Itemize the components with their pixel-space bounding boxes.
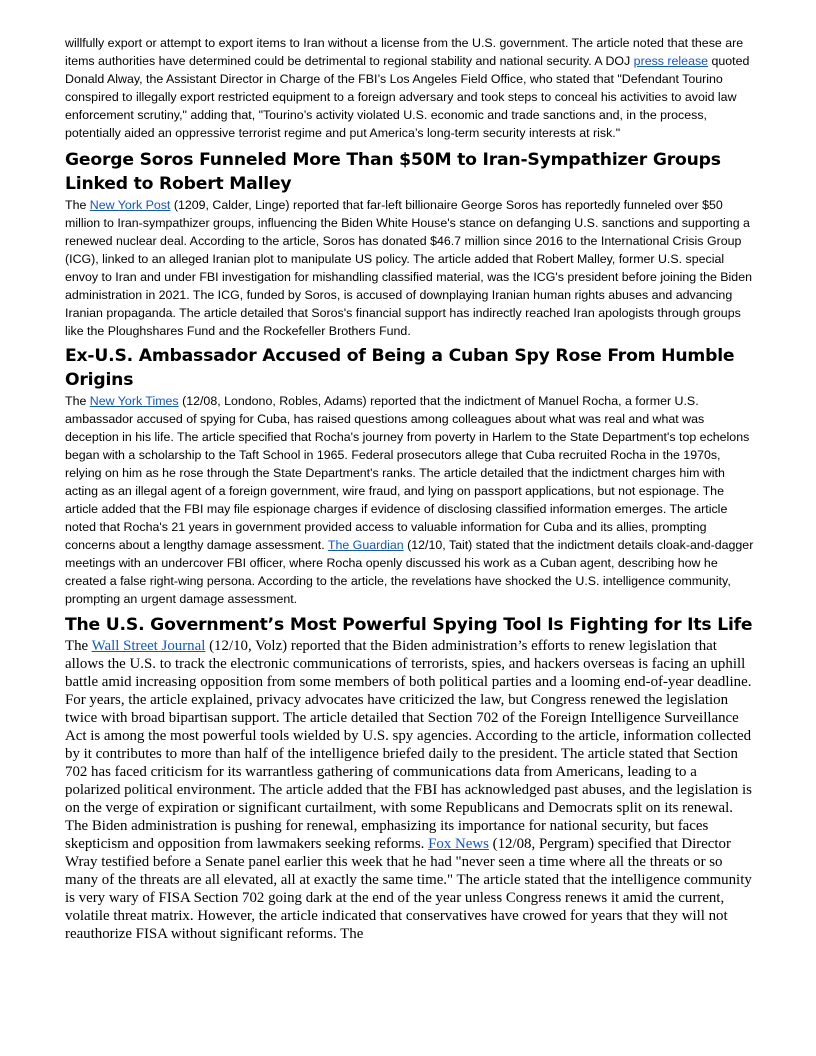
rocha-text-end: (12/10, Tait) stated that the indictment details cloak-and-dagger meetings with an undercover FBI officer, where Rocha openly discussed his work as a Cuban agent, describing how he created a false right-wing persona. According to the article, the revelations have shocked the U.S. intelligence community, prompting an urgent damage assessment. [65,538,754,606]
the-guardian-link[interactable]: The Guardian [327,538,404,552]
soros-text: The [65,198,90,212]
soros-text-cont: (1209, Calder, Linge) reported that far-left billionaire George Soros has reportedly funneled over $50 million to Iran-sympathizer groups, influencing the Biden White House's stance on defanging U.S. sanctions and supporting a renewed nuclear deal. According to the article, Soros has donated $46.7 million since 2016 to the International Crisis Group (ICG), linked to an alleged Iranian plot to manipulate US policy. The article added that Robert Malley, former U.S. special envoy to Iran and under FBI investigation for mishandling classified material, was the ICG's president before joining the Biden administration in 2021. The ICG, funded by Soros, is accused of downplaying Iranian human rights abuses and advancing Iranian propaganda. The article detailed that Soros's financial support has indirectly reached Iran apologists through groups like the Ploughshares Fund and the Rockefeller Brothers Fund. [65,198,752,338]
new-york-times-link[interactable]: New York Times [89,394,179,408]
spying-tool-heading: The U.S. Government’s Most Powerful Spying Tool Is Fighting for Its Life [65,615,753,635]
spy-text-end: (12/08, Pergram) specified that Director Wray testified before a Senate panel earlier this week that he had "never seen a time where all the threats or so many of the threats are all elevated, all at exactly the same time." The article stated that the intelligence community is very wary of FISA Section 702 going dark at the end of the year unless Congress renews it amid the current, volatile threat matrix. However, the article indicated that conservatives have crowed for years that they will not reauthorize FISA without significant reforms. The [65,836,752,942]
spying-tool-paragraph [65,637,755,943]
intro-text: willfully export or attempt to export items to Iran without a license from the U.S. government. The article noted that these are items authorities have determined could be detrimental to regional stability and national security. A DOJ [65,36,744,68]
new-york-post-link[interactable]: New York Post [89,198,171,212]
rocha-text: The [65,394,90,408]
fox-news-link[interactable]: Fox News [428,836,489,852]
spy-text: The [65,638,92,654]
rocha-heading: Ex-U.S. Ambassador Accused of Being a Cuban Spy Rose From Humble Origins [65,346,735,390]
press-release-link[interactable]: press release [633,54,709,68]
intro-paragraph [65,34,755,142]
intro-text-cont: quoted Donald Alway, the Assistant Director in Charge of the FBI’s Los Angeles Field Office, who stated that "Defendant Tourino conspired to illegally export restricted equipment to a foreign adversary and took steps to conceal his activities to avoid law enforcement scrutiny," adding that, "Tourino’s activity violated U.S. economic and trade sanctions and, in the process, potentially aided an oppressive terrorist regime and put America’s long-term security interests at risk." [65,54,750,140]
document-page [65,34,755,943]
rocha-paragraph [65,392,755,608]
soros-paragraph [65,196,755,340]
spy-text-cont: (12/10, Volz) reported that the Biden administration’s efforts to renew legislation that allows the U.S. to track the electronic communications of terrorists, spies, and hackers overseas is facing an uphill battle amid increasing opposition from some members of both political parties and a looming end-of-year deadline. For years, the article explained, privacy advocates have criticized the law, but Congress renewed the legislation twice with broad bipartisan support. The article detailed that Section 702 of the Foreign Intelligence Surveillance Act is among the most powerful tools wielded by U.S. spy agencies. According to the article, information collected by it contributes to more than half of the intelligence briefed daily to the president. The article stated that Section 702 has faced criticism for its warrantless gathering of communications data from Americans, leading to a polarized political environment. The article added that the FBI has acknowledged past abuses, and the legislation is on the verge of expiration or significant curtailment, with some Republicans and Democrats split on its renewal. The Biden administration is pushing for renewal, emphasizing its importance for national security, but faces skepticism and opposition from lawmakers seeking reforms. [65,638,752,852]
wall-street-journal-link[interactable]: Wall Street Journal [91,638,206,654]
rocha-text-cont: (12/08, Londono, Robles, Adams) reported that the indictment of Manuel Rocha, a former U.S. ambassador accused of spying for Cuba, has raised questions among colleagues about what was real and what was deception in his life. The article specified that Rocha's journey from poverty in Harlem to the State Department's top echelons began with a scholarship to the Taft School in 1965. Federal prosecutors allege that Cuba recruited Rocha in the 1970s, relying on him as he rose through the State Department's ranks. The article detailed that the indictment charges him with acting as an illegal agent of a foreign government, wire fraud, and lying on passport applications, but not espionage. The article added that the FBI may file espionage charges if evidence of disclosing classified information emerges. The article noted that Rocha's 21 years in government provided access to valuable information for Cuba and its allies, prompting concerns about a lengthy damage assessment. [65,394,750,552]
soros-heading: George Soros Funneled More Than $50M to Iran-Sympathizer Groups Linked to Robert Malley [65,150,721,194]
